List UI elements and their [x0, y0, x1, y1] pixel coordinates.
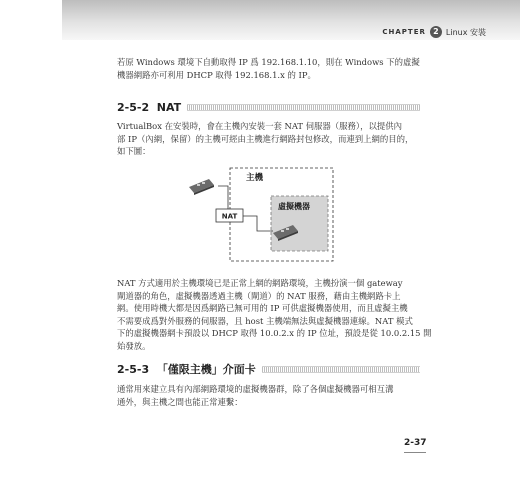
chapter-word: CHAPTER — [382, 28, 426, 36]
chapter-title: Linux 安裝 — [445, 27, 486, 37]
paragraph-line: 閘道器的角色，虛擬機器透過主機（閘道）的 NAT 服務，藉由主機網路卡上 — [117, 290, 401, 301]
paragraph-nat-intro — [117, 120, 420, 158]
section-heading-text — [117, 101, 181, 114]
chapter-number-badge: 2 — [430, 26, 442, 38]
nat-diagram — [185, 163, 335, 263]
section-title: 「僅限主機」介面卡 — [156, 363, 256, 376]
paragraph-intro — [117, 56, 420, 81]
host-network-card-icon — [189, 179, 214, 195]
heading-rule — [262, 366, 420, 373]
section-heading-nat — [117, 99, 420, 115]
paragraph-line: 若原 Windows 環境下自動取得 IP 爲 192.168.1.10，則在 Windows 下的虛擬 — [117, 57, 420, 67]
heading-rule — [187, 104, 420, 111]
paragraph-line: 始發放。 — [117, 340, 151, 351]
paragraph-line: 通常用來建立具有內部網路環境的虛擬機器群，除了各個虛擬機器可相互溝 — [117, 384, 394, 394]
section-number: 2-5-3 — [117, 363, 150, 376]
section-number: 2-5-2 — [117, 100, 150, 114]
host-label: 主機 — [246, 173, 264, 183]
nat-label: NAT — [221, 212, 238, 221]
paragraph-line: 如下圖： — [117, 146, 151, 156]
chapter-tag — [382, 25, 486, 39]
paragraph-line: 下的虛擬機器網卡預設以 DHCP 取得 10.0.2.x 的 IP 位址，預設是從 10.0.2.15 開 — [117, 328, 432, 338]
paragraph-host-only — [117, 383, 420, 408]
page-number: 2-37 — [404, 438, 427, 448]
section-heading-text — [117, 361, 256, 377]
vm-label: 虛擬機器 — [278, 202, 310, 211]
paragraph-line: NAT 方式適用於主機環境已是正常上網的網路環境，主機扮演一個 gateway — [117, 278, 403, 288]
paragraph-line: 機器網路亦可利用 DHCP 取得 192.168.1.x 的 IP。 — [117, 69, 316, 80]
paragraph-nat-detail — [117, 277, 432, 352]
paragraph-line: 通外，與主機之間也能正常連繫： — [117, 396, 243, 407]
paragraph-line: 不需要成爲對外服務的伺服器，且 host 主機端無法與虛擬機器連線。NAT 模式 — [117, 315, 413, 326]
paragraph-line: 部 IP（內網，保留）的主機可經由主機進行網路封包修改，而連到上網的目的， — [117, 133, 414, 144]
section-title: NAT — [156, 100, 182, 114]
section-heading-host-only — [117, 361, 420, 377]
paragraph-line: 網。使用時機大都是因爲網路已無可用的 IP 可供虛擬機器使用，而且虛擬主機 — [117, 303, 408, 313]
paragraph-line: VirtualBox 在安裝時，會在主機內安裝一套 NAT 伺服器（服務），以提供內 — [117, 121, 402, 131]
page-number-rule — [404, 452, 426, 453]
